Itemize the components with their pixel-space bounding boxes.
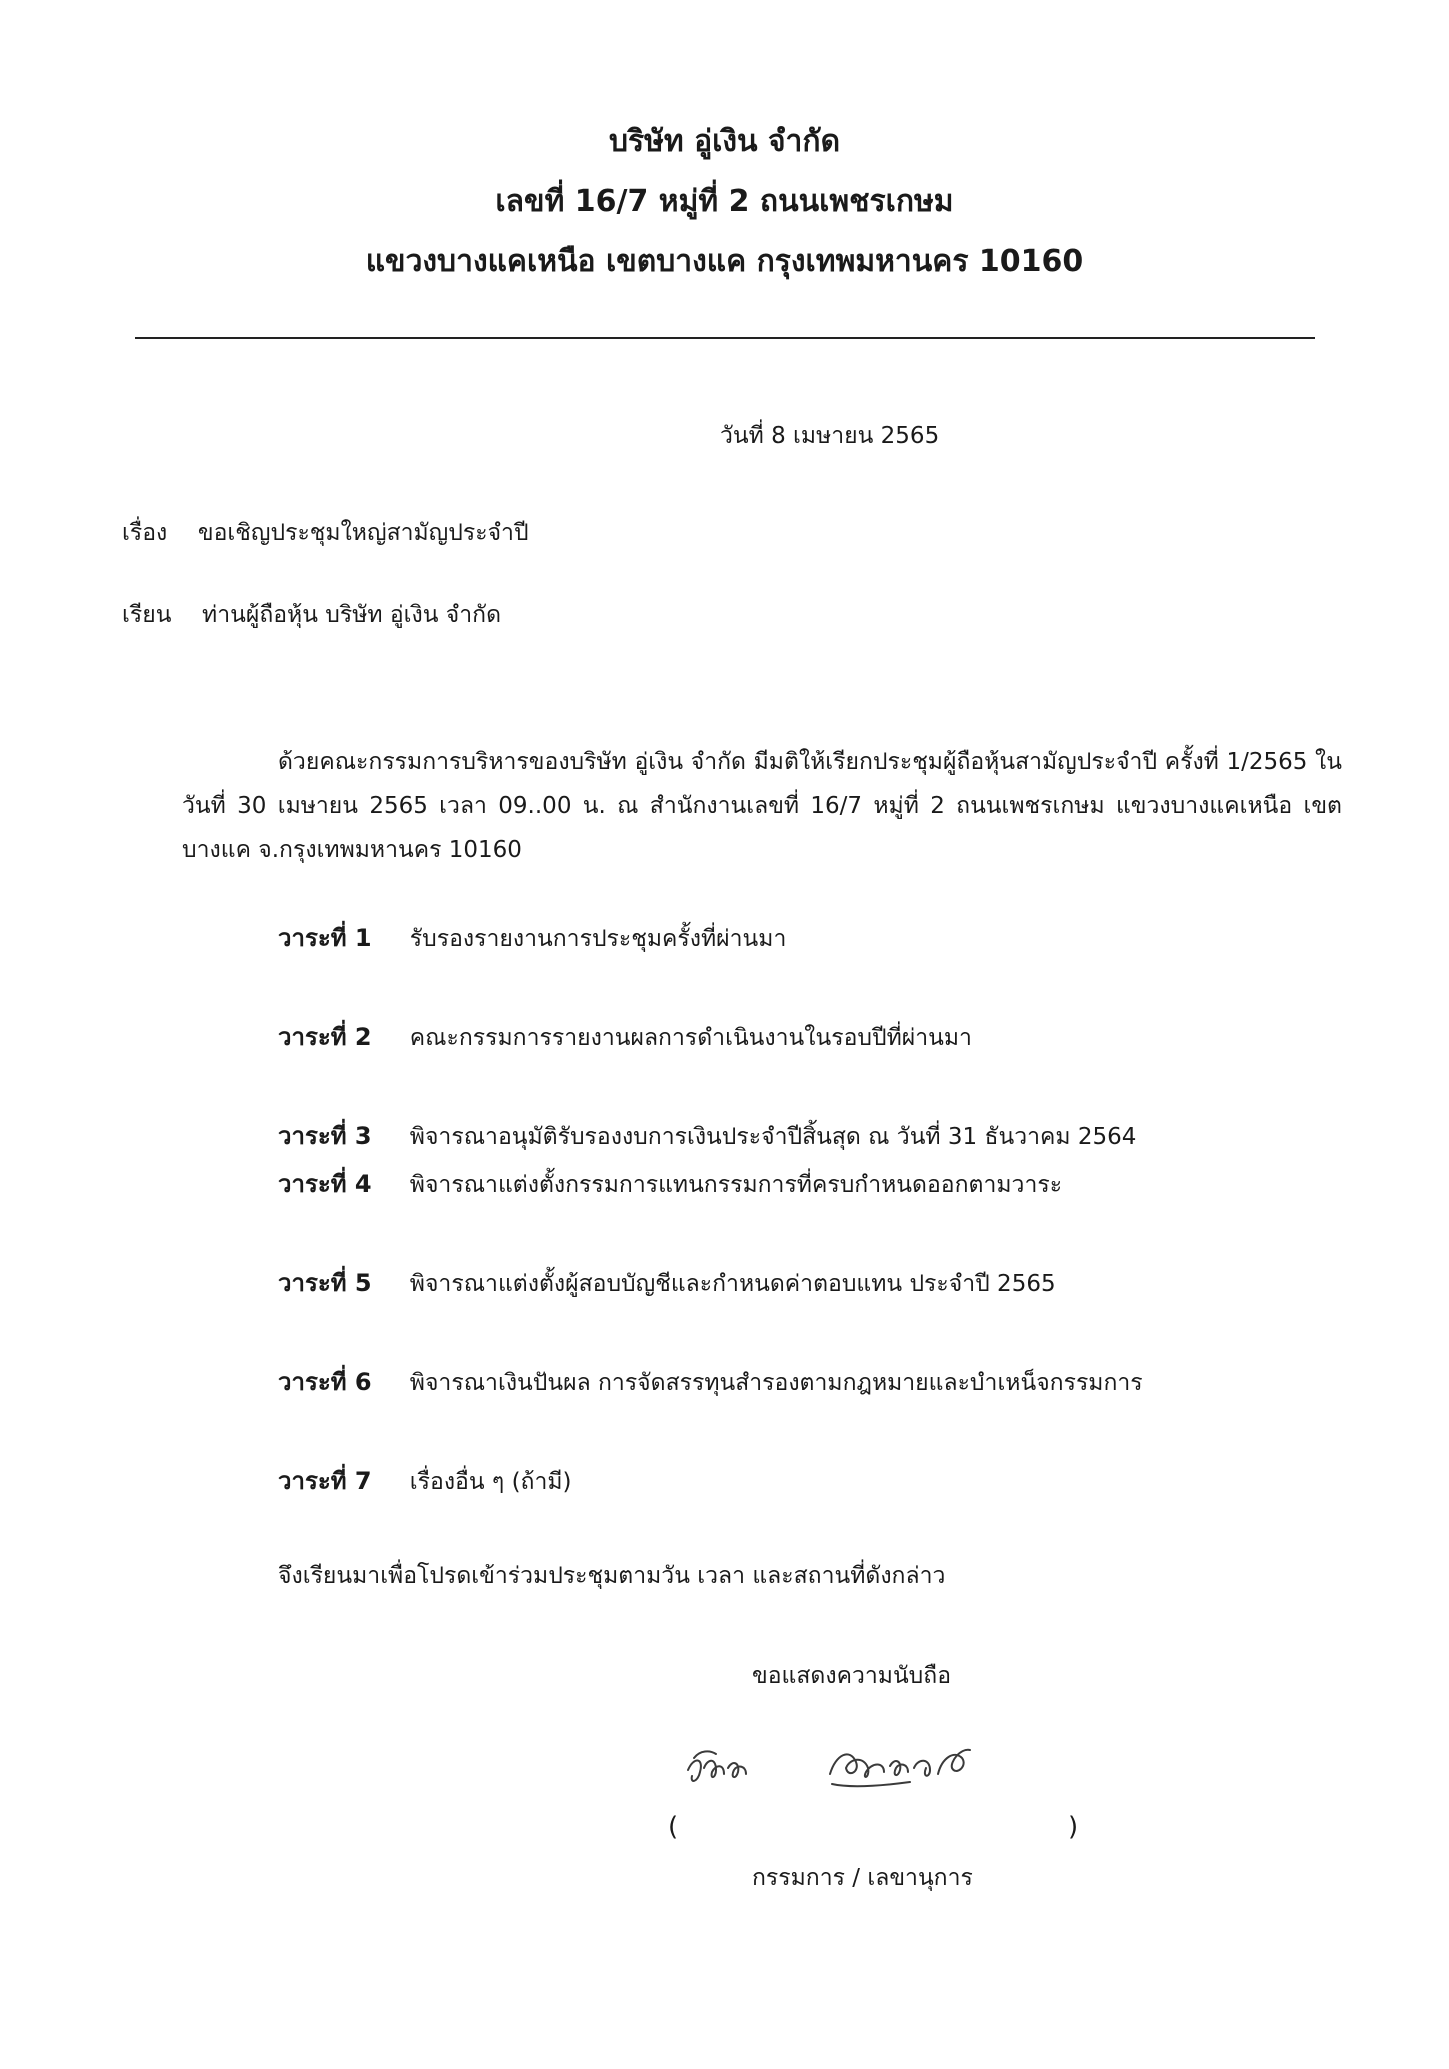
recipient-text: ท่านผู้ถือหุ้น บริษัท อู่เงิน จำกัด — [202, 602, 502, 628]
agenda-item — [278, 1164, 1062, 1203]
agenda-text: พิจารณาแต่งตั้งผู้สอบบัญชีและกำหนดค่าตอบแทน ประจำปี 2565 — [409, 1271, 1056, 1297]
signatory-title: กรรมการ / เลขานุการ — [752, 1865, 973, 1891]
agenda-text: รับรองรายงานการประชุมครั้งที่ผ่านมา — [409, 926, 787, 952]
agenda-item — [278, 1461, 572, 1500]
agenda-item — [278, 1116, 1136, 1155]
recipient-line — [122, 597, 501, 633]
address-line-2: แขวงบางแคเหนือ เขตบางแค กรุงเทพมหานคร 10160 — [365, 244, 1084, 279]
signature-open-paren: ( — [668, 1812, 679, 1842]
agenda-label: วาระที่ 5 — [278, 1269, 372, 1297]
agenda-label: วาระที่ 4 — [278, 1170, 372, 1198]
agenda-text: พิจารณาเงินปันผล การจัดสรรทุนสำรองตามกฎหมายและบำเหน็จกรรมการ — [409, 1370, 1143, 1396]
agenda-text: คณะกรรมการรายงานผลการดำเนินงานในรอบปีที่ผ่านมา — [409, 1025, 972, 1051]
company-name: บริษัท อู่เงิน จำกัด — [608, 124, 841, 159]
agenda-text: พิจารณาแต่งตั้งกรรมการแทนกรรมการที่ครบกำหนดออกตามวาระ — [409, 1172, 1063, 1198]
recipient-label: เรียน — [122, 602, 172, 628]
agenda-text: พิจารณาอนุมัติรับรองงบการเงินประจำปีสิ้นสุด ณ วันที่ 31 ธันวาคม 2564 — [409, 1124, 1137, 1150]
address-line-1: เลขที่ 16/7 หมู่ที่ 2 ถนนเพชรเกษม — [495, 184, 954, 219]
agenda-text: เรื่องอื่น ๆ (ถ้ามี) — [409, 1469, 572, 1495]
sign-off: ขอแสดงความนับถือ — [752, 1663, 952, 1689]
agenda-item — [278, 1362, 1143, 1401]
agenda-label: วาระที่ 1 — [278, 924, 372, 952]
agenda-label: วาระที่ 3 — [278, 1122, 372, 1150]
agenda-label: วาระที่ 7 — [278, 1467, 372, 1495]
header-divider — [135, 337, 1315, 339]
subject-text: ขอเชิญประชุมใหญ่สามัญประจำปี — [197, 520, 529, 546]
subject-line — [122, 515, 529, 551]
agenda-label: วาระที่ 6 — [278, 1368, 372, 1396]
body-paragraph: ด้วยคณะกรรมการบริหารของบริษัท อู่เงิน จำกัด มีมติให้เรียกประชุมผู้ถือหุ้นสามัญประจำปี ครั้งที่ 1/2565 ในวันที่ 30 เมษายน 2565 เวลา 09..00 น. ณ สำนักงานเลขที่ 16/7 หมู่ที่ 2 ถนนเพชรเกษม แขวงบางแคเหนือ เขตบางแค จ.กรุงเทพมหานคร 10160 — [182, 749, 1342, 863]
agenda-label: วาระที่ 2 — [278, 1023, 372, 1051]
agenda-item — [278, 918, 786, 957]
subject-label: เรื่อง — [122, 520, 168, 546]
closing-line: จึงเรียนมาเพื่อโปรดเข้าร่วมประชุมตามวัน เวลา และสถานที่ดังกล่าว — [278, 1563, 946, 1589]
signature-close-paren: ) — [1068, 1812, 1079, 1842]
letter-date: วันที่ 8 เมษายน 2565 — [720, 423, 940, 449]
handwritten-signature — [680, 1728, 1040, 1818]
agenda-item — [278, 1263, 1056, 1302]
agenda-item — [278, 1017, 972, 1056]
